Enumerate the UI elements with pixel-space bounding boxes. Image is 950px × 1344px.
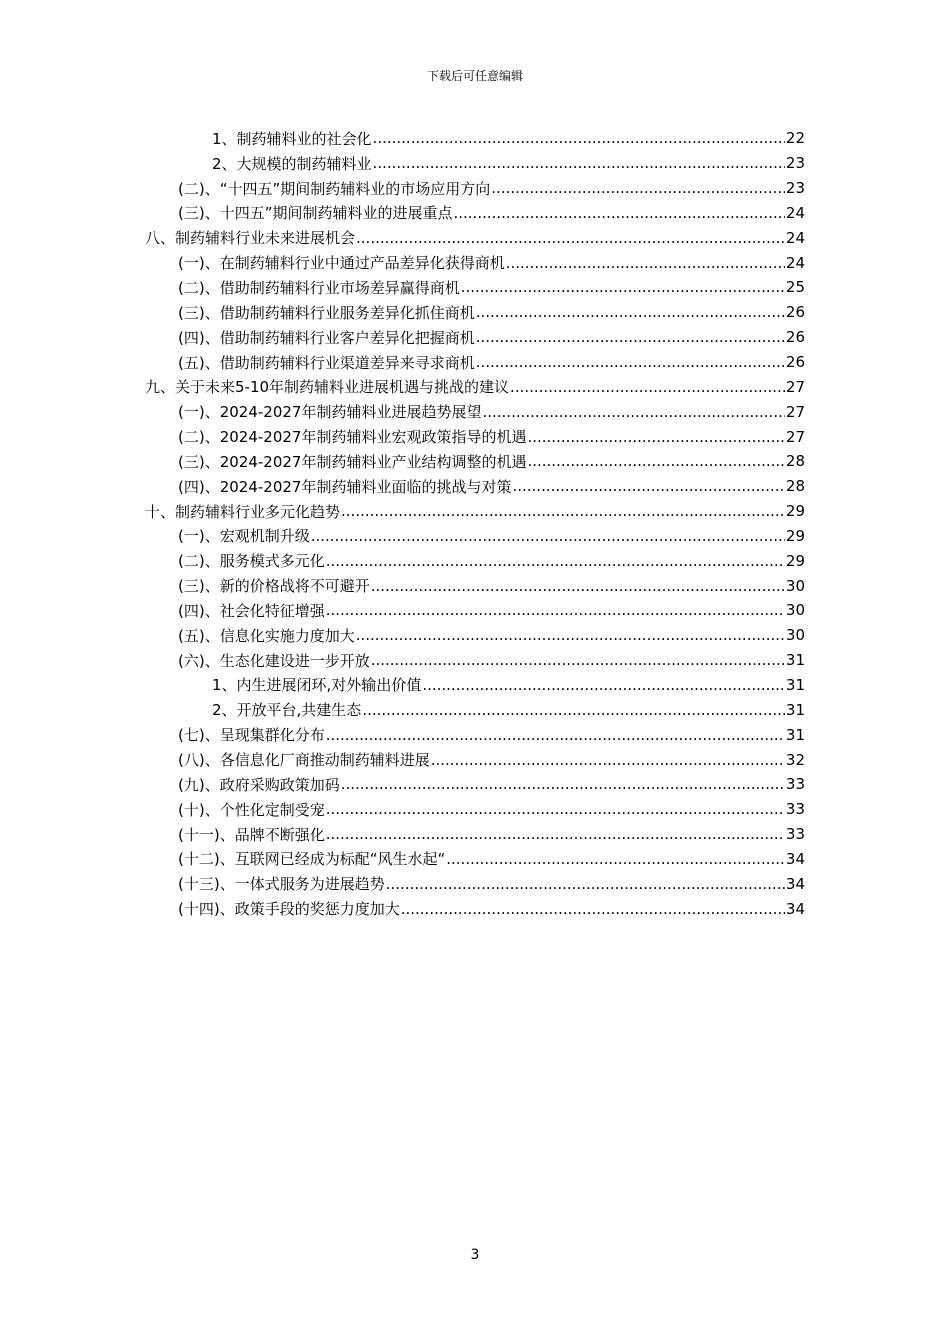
toc-entry-page: 32 bbox=[785, 750, 805, 769]
toc-entry-page: 34 bbox=[785, 899, 805, 918]
toc-entry-page: 23 bbox=[785, 179, 805, 198]
toc-dot-leader bbox=[461, 278, 785, 296]
page-header: 下载后可任意编辑 bbox=[426, 69, 523, 83]
toc-entry-title: (三)、新的价格战将不可避开 bbox=[178, 577, 370, 596]
toc-entry-page: 27 bbox=[785, 377, 805, 396]
toc-entry-page: 30 bbox=[785, 626, 805, 645]
toc-entry-title: (十)、个性化定制受宠 bbox=[178, 800, 325, 819]
toc-entry[interactable] bbox=[0, 350, 950, 375]
toc-entry-title: (一)、在制药辅料行业中通过产品差异化获得商机 bbox=[178, 254, 505, 273]
toc-dot-leader bbox=[371, 577, 785, 595]
toc-dot-leader bbox=[476, 303, 785, 321]
toc-entry[interactable] bbox=[0, 250, 950, 275]
toc-entry[interactable] bbox=[0, 598, 950, 623]
toc-entry-page: 27 bbox=[785, 402, 805, 421]
toc-entry[interactable] bbox=[0, 623, 950, 648]
toc-entry-title: (二)、服务模式多元化 bbox=[178, 552, 325, 571]
toc-entry-title: (四)、社会化特征增强 bbox=[178, 601, 325, 620]
toc-entry-page: 27 bbox=[785, 427, 805, 446]
toc-entry[interactable] bbox=[0, 325, 950, 350]
toc-entry-title: (三)、2024-2027年制药辅料业产业结构调整的机遇 bbox=[178, 452, 527, 471]
toc-dot-leader bbox=[476, 353, 785, 371]
toc-dot-leader bbox=[341, 502, 785, 520]
toc-entry[interactable] bbox=[0, 722, 950, 747]
toc-entry[interactable] bbox=[0, 822, 950, 847]
toc-entry-page: 31 bbox=[785, 725, 805, 744]
toc-entry[interactable] bbox=[0, 201, 950, 226]
toc-entry[interactable] bbox=[0, 424, 950, 449]
toc-entry[interactable] bbox=[0, 374, 950, 399]
toc-entry-page: 22 bbox=[785, 129, 805, 148]
toc-entry[interactable] bbox=[0, 151, 950, 176]
toc-entry-page: 26 bbox=[785, 328, 805, 347]
toc-entry-page: 33 bbox=[785, 825, 805, 844]
toc-dot-leader bbox=[527, 452, 784, 470]
toc-entry-page: 28 bbox=[785, 452, 805, 471]
toc-entry-page: 24 bbox=[785, 253, 805, 272]
toc-entry[interactable] bbox=[0, 225, 950, 250]
toc-dot-leader bbox=[326, 726, 785, 744]
toc-dot-leader bbox=[476, 328, 785, 346]
toc-entry[interactable] bbox=[0, 846, 950, 871]
toc-entry[interactable] bbox=[0, 449, 950, 474]
toc-dot-leader bbox=[371, 651, 785, 669]
toc-entry[interactable] bbox=[0, 524, 950, 549]
page-number: 3 bbox=[470, 1247, 480, 1263]
toc-entry-page: 31 bbox=[785, 675, 805, 694]
toc-entry-title: (十四)、政策手段的奖惩力度加大 bbox=[178, 900, 400, 919]
toc-entry-title: (十二)、互联网已经成为标配“风生水起“ bbox=[178, 850, 446, 869]
toc-entry[interactable] bbox=[0, 747, 950, 772]
toc-entry-title: (一)、2024-2027年制药辅料业进展趋势展望 bbox=[178, 403, 482, 422]
toc-entry-title: 九、关于未来5-10年制药辅料业进展机遇与挑战的建议 bbox=[145, 378, 510, 397]
toc-entry[interactable] bbox=[0, 126, 950, 151]
toc-dot-leader bbox=[431, 751, 785, 769]
toc-entry[interactable] bbox=[0, 797, 950, 822]
toc-entry-title: (十一)、品牌不断强化 bbox=[178, 825, 325, 844]
toc-entry[interactable] bbox=[0, 573, 950, 598]
toc-entry-page: 25 bbox=[785, 278, 805, 297]
toc-entry[interactable] bbox=[0, 871, 950, 896]
toc-dot-leader bbox=[373, 154, 785, 172]
toc-entry-page: 30 bbox=[785, 576, 805, 595]
toc-entry-title: 1、内生进展闭环,对外输出价值 bbox=[212, 676, 422, 695]
toc-entry-page: 26 bbox=[785, 303, 805, 322]
toc-entry[interactable] bbox=[0, 548, 950, 573]
toc-entry-page: 34 bbox=[785, 874, 805, 893]
toc-dot-leader bbox=[482, 403, 784, 421]
toc-entry[interactable] bbox=[0, 499, 950, 524]
toc-entry-title: 八、制药辅料行业未来进展机会 bbox=[145, 229, 356, 248]
toc-entry-title: (二)、2024-2027年制药辅料业宏观政策指导的机遇 bbox=[178, 428, 527, 447]
toc-entry-title: (二)、“十四五”期间制药辅料业的市场应用方向 bbox=[178, 179, 491, 198]
toc-entry-title: 2、开放平台,共建生态 bbox=[212, 701, 362, 720]
toc-entry-title: 十、制药辅料行业多元化趋势 bbox=[145, 502, 341, 521]
toc-dot-leader bbox=[373, 129, 785, 147]
table-of-contents bbox=[0, 126, 950, 921]
toc-entry-page: 23 bbox=[785, 154, 805, 173]
toc-dot-leader bbox=[386, 875, 785, 893]
toc-entry-page: 33 bbox=[785, 775, 805, 794]
toc-entry-page: 30 bbox=[785, 601, 805, 620]
toc-entry-title: (八)、各信息化厂商推动制药辅料进展 bbox=[178, 751, 430, 770]
toc-entry-title: 2、大规模的制药辅料业 bbox=[212, 154, 372, 173]
toc-entry[interactable] bbox=[0, 697, 950, 722]
toc-entry-title: (三)、借助制药辅料行业服务差异化抓住商机 bbox=[178, 303, 475, 322]
toc-entry[interactable] bbox=[0, 648, 950, 673]
toc-entry-title: (五)、信息化实施力度加大 bbox=[178, 626, 355, 645]
toc-dot-leader bbox=[491, 179, 785, 197]
toc-dot-leader bbox=[422, 676, 785, 694]
toc-entry[interactable] bbox=[0, 474, 950, 499]
toc-entry-title: (六)、生态化建设进一步开放 bbox=[178, 651, 370, 670]
toc-entry[interactable] bbox=[0, 772, 950, 797]
toc-entry-title: (四)、2024-2027年制药辅料业面临的挑战与对策 bbox=[178, 477, 512, 496]
toc-dot-leader bbox=[326, 825, 785, 843]
toc-entry-page: 29 bbox=[785, 502, 805, 521]
toc-entry-page: 33 bbox=[785, 800, 805, 819]
toc-dot-leader bbox=[356, 229, 785, 247]
toc-dot-leader bbox=[506, 254, 785, 272]
toc-entry-title: (三)、十四五”期间制药辅料业的进展重点 bbox=[178, 204, 453, 223]
toc-dot-leader bbox=[453, 204, 784, 222]
toc-entry-title: (一)、宏观机制升级 bbox=[178, 527, 310, 546]
toc-entry[interactable] bbox=[0, 399, 950, 424]
toc-entry-page: 29 bbox=[785, 551, 805, 570]
toc-entry-page: 28 bbox=[785, 477, 805, 496]
toc-dot-leader bbox=[326, 601, 785, 619]
toc-entry[interactable] bbox=[0, 176, 950, 201]
toc-entry-page: 24 bbox=[785, 203, 805, 222]
toc-entry-page: 24 bbox=[785, 228, 805, 247]
toc-entry-title: (五)、借助制药辅料行业渠道差异来寻求商机 bbox=[178, 353, 475, 372]
toc-entry-page: 31 bbox=[785, 651, 805, 670]
toc-dot-leader bbox=[326, 800, 785, 818]
toc-dot-leader bbox=[510, 378, 785, 396]
toc-dot-leader bbox=[326, 552, 785, 570]
toc-entry-page: 26 bbox=[785, 353, 805, 372]
toc-dot-leader bbox=[527, 428, 784, 446]
toc-entry[interactable] bbox=[0, 300, 950, 325]
toc-entry-page: 29 bbox=[785, 526, 805, 545]
toc-dot-leader bbox=[512, 477, 784, 495]
toc-entry[interactable] bbox=[0, 275, 950, 300]
toc-dot-leader bbox=[362, 701, 785, 719]
toc-dot-leader bbox=[341, 775, 785, 793]
toc-entry-title: (四)、借助制药辅料行业客户差异化把握商机 bbox=[178, 328, 475, 347]
toc-entry-title: (二)、借助制药辅料行业市场差异赢得商机 bbox=[178, 278, 460, 297]
toc-dot-leader bbox=[446, 850, 785, 868]
toc-entry-title: (九)、政府采购政策加码 bbox=[178, 775, 340, 794]
toc-dot-leader bbox=[401, 900, 785, 918]
toc-entry[interactable] bbox=[0, 673, 950, 698]
toc-entry[interactable] bbox=[0, 896, 950, 921]
toc-dot-leader bbox=[356, 626, 785, 644]
toc-dot-leader bbox=[311, 527, 785, 545]
toc-entry-title: (七)、呈现集群化分布 bbox=[178, 726, 325, 745]
toc-entry-page: 31 bbox=[785, 700, 805, 719]
toc-entry-title: 1、制药辅料业的社会化 bbox=[212, 129, 372, 148]
toc-entry-page: 34 bbox=[785, 849, 805, 868]
toc-entry-title: (十三)、一体式服务为进展趋势 bbox=[178, 875, 385, 894]
